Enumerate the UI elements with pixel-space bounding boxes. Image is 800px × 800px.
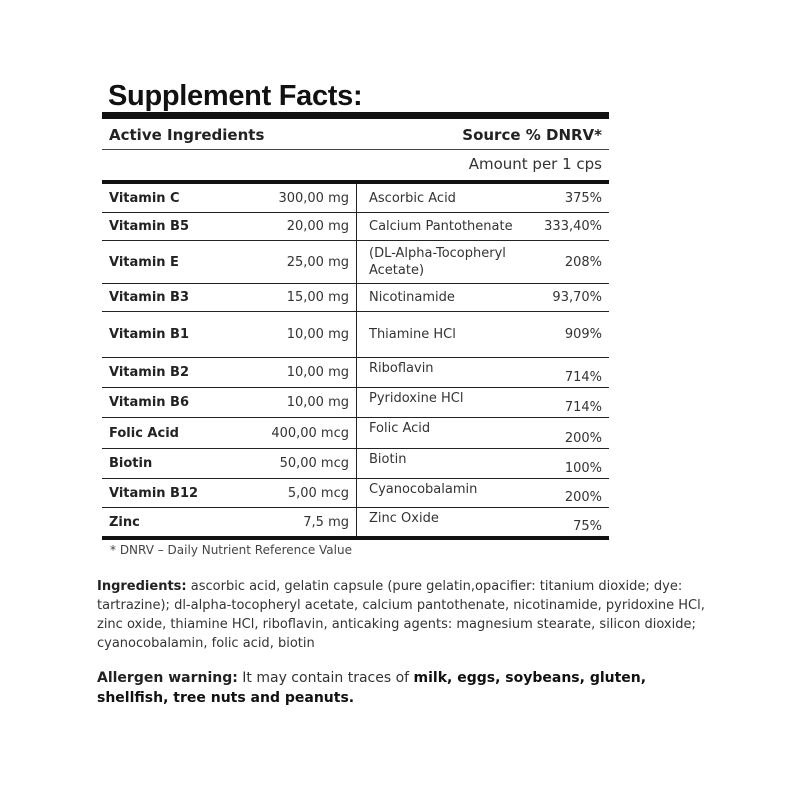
table-row [102, 184, 609, 213]
nutrient-source: Pyridoxine HCl [369, 391, 464, 406]
nutrient-dnrv: 75% [573, 519, 602, 534]
nutrient-amount: 5,00 mcg [262, 479, 357, 507]
table-row [102, 358, 609, 388]
nutrient-amount: 25,00 mg [262, 241, 357, 283]
nutrient-source: Folic Acid [369, 421, 431, 436]
table-row [102, 418, 609, 449]
nutrient-amount: 50,00 mcg [262, 449, 357, 478]
nutrient-name: Vitamin B6 [109, 395, 190, 410]
nutrient-source: Thiamine HCl [369, 327, 456, 342]
table-header [102, 119, 609, 150]
nutrient-dnrv: 333,40% [544, 219, 602, 234]
nutrient-name: Biotin [109, 456, 153, 471]
nutrient-amount: 300,00 mg [262, 184, 357, 212]
allergen-list: milk, eggs, soybeans, gluten, shellfish, tree nuts and peanuts. [97, 670, 647, 706]
nutrient-source: Ascorbic Acid [369, 190, 456, 206]
nutrient-source: Nicotinamide [369, 290, 455, 305]
nutrient-source: Calcium Pantothenate [369, 219, 513, 234]
nutrient-source: (DL-Alpha-Tocopheryl Acetate) [369, 246, 506, 278]
nutrient-amount: 20,00 mg [262, 213, 357, 240]
table-row [102, 449, 609, 479]
nutrient-dnrv: 909% [564, 327, 602, 342]
nutrient-source: Zinc Oxide [369, 511, 439, 526]
table-row [102, 479, 609, 508]
nutrient-source: Cyanocobalamin [369, 482, 478, 497]
nutrient-name: Vitamin C [109, 190, 180, 206]
table-row [102, 312, 609, 358]
nutrient-name: Zinc [109, 514, 140, 530]
nutrient-name: Vitamin B3 [109, 290, 190, 305]
top-thick-rule [102, 112, 609, 119]
table-row [102, 213, 609, 241]
nutrient-name: Folic Acid [109, 425, 179, 441]
ingredients-label: Ingredients: [97, 579, 187, 594]
nutrient-amount: 10,00 mg [262, 312, 357, 357]
table-row [102, 388, 609, 418]
nutrient-source: Riboflavin [369, 361, 434, 376]
nutrient-name: Vitamin B1 [109, 327, 190, 342]
nutrient-dnrv: 714% [564, 370, 602, 385]
table-row [102, 284, 609, 312]
table-row [102, 508, 609, 536]
nutrient-amount: 400,00 mcg [262, 418, 357, 448]
nutrient-name: Vitamin B5 [109, 219, 190, 234]
allergen-label: Allergen warning: [97, 670, 238, 686]
nutrient-dnrv: 208% [564, 254, 602, 270]
nutrient-dnrv: 200% [564, 490, 602, 505]
amount-per-serving: Amount per 1 cps [468, 155, 602, 173]
nutrient-table [102, 184, 609, 536]
nutrient-dnrv: 375% [564, 190, 602, 206]
dnrv-footnote: * DNRV – Daily Nutrient Reference Value [110, 543, 352, 557]
table-row [102, 241, 609, 284]
nutrient-amount: 15,00 mg [262, 284, 357, 311]
amount-per-serving-row [102, 150, 609, 180]
nutrient-source: Biotin [369, 452, 407, 467]
panel-title: Supplement Facts: [108, 80, 363, 112]
nutrient-amount: 10,00 mg [262, 388, 357, 417]
ingredients-paragraph [97, 577, 707, 653]
ingredients-text: ascorbic acid, gelatin capsule (pure gelatin,opacifier: titanium dioxide; dye: tartrazine); dl-alpha-tocopheryl acetate, calcium pantothenate, nicotinamide, pyridoxine HCl, zinc oxide, thiamine HCl, riboflavin, anticaking agents: magnesium stearate, silicon dioxide; cyanocobalamin, folic acid, biotin [97, 579, 705, 651]
nutrient-dnrv: 714% [564, 400, 602, 415]
header-active-ingredients: Active Ingredients [109, 126, 265, 144]
nutrient-amount: 10,00 mg [262, 358, 357, 387]
nutrient-name: Vitamin B2 [109, 365, 190, 380]
nutrient-dnrv: 100% [564, 461, 602, 476]
header-source-dnrv: Source % DNRV* [462, 126, 602, 144]
nutrient-dnrv: 93,70% [552, 290, 602, 305]
nutrient-dnrv: 200% [564, 431, 602, 446]
bottom-thick-rule [102, 536, 609, 540]
nutrient-amount: 7,5 mg [262, 508, 357, 536]
nutrient-name: Vitamin B12 [109, 485, 199, 501]
allergen-warning-paragraph [97, 668, 707, 708]
allergen-text: It may contain traces of [242, 670, 410, 686]
nutrient-name: Vitamin E [109, 254, 179, 270]
